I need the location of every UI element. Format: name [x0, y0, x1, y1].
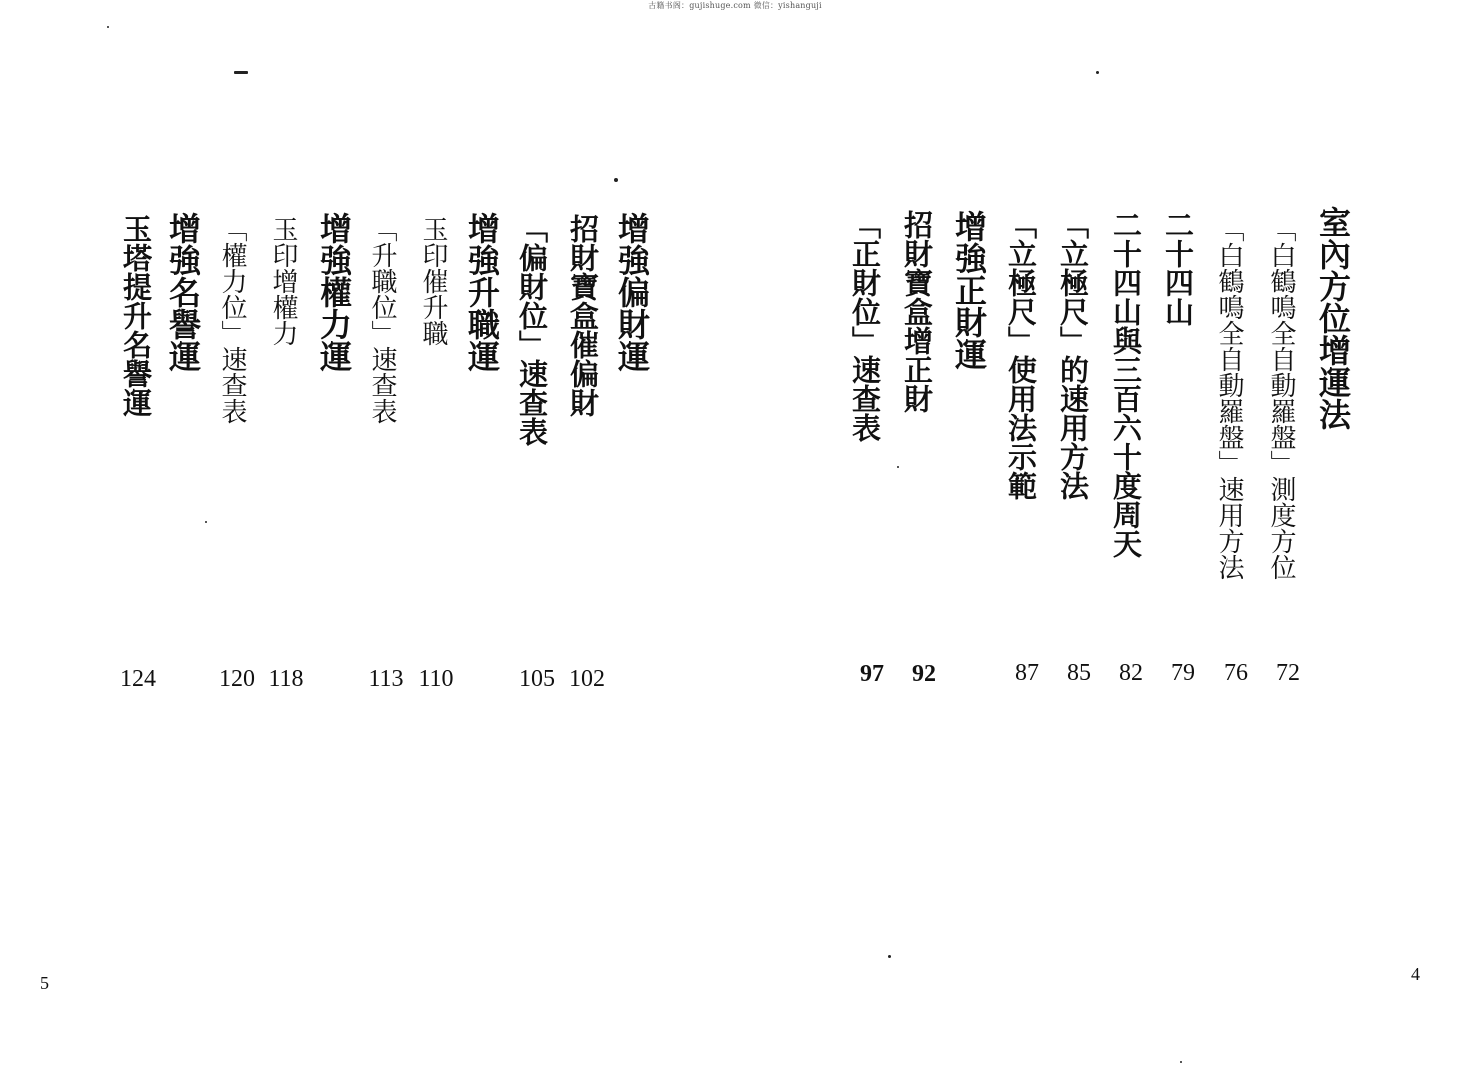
- toc-entry[interactable]: 「白鶴鳴全自動羅盤」速用方法: [1214, 216, 1244, 580]
- page-number: 110: [418, 666, 454, 692]
- page-number: 120: [219, 666, 255, 692]
- scan-speck: [1096, 71, 1099, 74]
- scan-speck: [205, 521, 207, 523]
- section-heading[interactable]: 增強名譽運: [164, 212, 202, 372]
- toc-entry[interactable]: 「偏財位」速查表: [515, 214, 549, 446]
- toc-entry[interactable]: 「權力位」速查表: [217, 216, 247, 424]
- page-number: 82: [1119, 660, 1143, 686]
- page-number: 85: [1067, 660, 1091, 686]
- page-number: 76: [1224, 660, 1248, 686]
- toc-entry[interactable]: 玉塔提升名譽運: [119, 214, 153, 417]
- folio-number: 4: [1411, 964, 1420, 984]
- scan-speck: [897, 466, 899, 468]
- folio-number: 5: [40, 973, 49, 993]
- section-heading[interactable]: 增強正財運: [950, 210, 988, 370]
- toc-entry[interactable]: 「白鶴鳴全自動羅盤」測度方位: [1266, 216, 1296, 580]
- scan-speck: [614, 178, 618, 182]
- page-number: 113: [368, 666, 404, 692]
- toc-entry[interactable]: 「升職位」速查表: [367, 216, 397, 424]
- page-number: 124: [120, 666, 156, 692]
- section-heading[interactable]: 增強升職運: [463, 212, 501, 372]
- section-heading[interactable]: 增強權力運: [315, 212, 353, 372]
- toc-entry[interactable]: 「正財位」速查表: [848, 210, 882, 442]
- toc-entry[interactable]: 「立極尺」的速用方法: [1056, 210, 1090, 500]
- page-number: 79: [1171, 660, 1195, 686]
- toc-entry[interactable]: 「立極尺」使用法示範: [1004, 210, 1038, 500]
- scan-speck: [888, 955, 891, 958]
- toc-entry[interactable]: 玉印增權力: [268, 216, 298, 346]
- watermark: 古籍书阁：gujishuge.com 微信：yishanguji: [648, 1, 822, 10]
- page-number: 72: [1276, 660, 1300, 686]
- toc-entry[interactable]: 招財寶盒催偏財: [566, 214, 600, 417]
- section-title: 室內方位增運法: [1314, 206, 1352, 430]
- page-number: 105: [519, 666, 555, 692]
- scan-speck: [234, 71, 248, 74]
- page-number: 118: [268, 666, 304, 692]
- scan-speck: [1180, 1061, 1182, 1063]
- page-number: 92: [912, 661, 936, 687]
- toc-entry[interactable]: 二十四山與三百六十度周天: [1109, 210, 1143, 558]
- toc-entry[interactable]: 玉印催升職: [418, 216, 448, 346]
- page-number: 102: [569, 666, 605, 692]
- page-number: 87: [1015, 660, 1039, 686]
- toc-entry[interactable]: 二十四山: [1161, 210, 1195, 326]
- section-heading[interactable]: 增強偏財運: [613, 212, 651, 372]
- toc-entry[interactable]: 招財寶盒增正財: [900, 210, 934, 413]
- page-number: 97: [860, 661, 884, 687]
- scan-speck: [107, 26, 109, 28]
